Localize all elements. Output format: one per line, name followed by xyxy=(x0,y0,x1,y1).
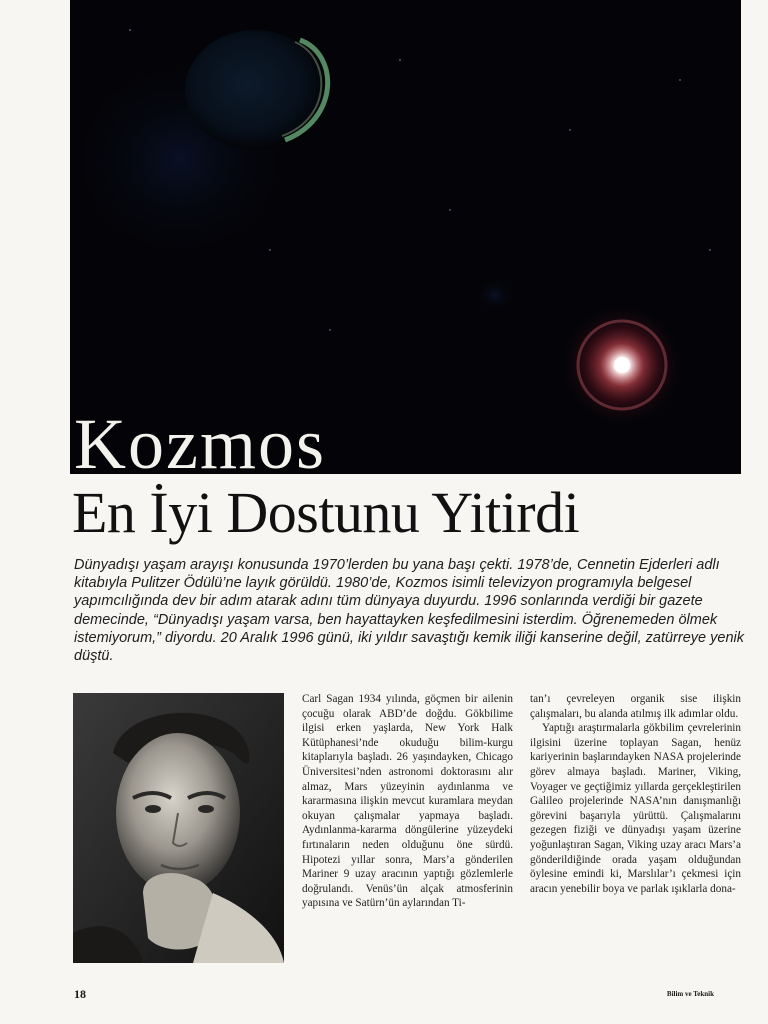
body-paragraph: Yaptığı araştırmalarla gökbilim çevrelerinin ilgisini üzerine toplayan Sagan, henüz kariyerinin başlarındayken NASA projelerinde görev almaya başladı. Mariner, Viking, Voyager ve geçtiğimiz yıllarda gerçekleştirilen Galileo projelerinde NASA’nın danışmanlığı görevini başarıyla yürüttü. Çalışmalarını gezegen fiziği ve dünyadışı yaşam üzerine yoğunlaştıran Sagan, Viking uzay aracı Mars’a gönderildiğinde orada yaşam olduğundan öylesine emindi ki, Marslılar’ı çekmesi için aracın yenebilir boya ve parlak ışıklarla dona- xyxy=(530,722,741,895)
body-column-2 xyxy=(530,692,741,896)
portrait-photo xyxy=(73,693,284,963)
kicker-title: Kozmos xyxy=(74,404,326,474)
cover-space-image xyxy=(70,0,741,474)
body-paragraph: tan’ı çevreleyen organik sise ilişkin çalışmaları, bu alanda atılmış ilk adımlar oldu. xyxy=(530,693,741,720)
magazine-name: Bilim ve Teknik xyxy=(666,990,714,998)
headline: En İyi Dostunu Yitirdi xyxy=(72,480,580,545)
portrait-illustration xyxy=(73,693,284,963)
body-column-1 xyxy=(302,692,513,911)
body-paragraph: Carl Sagan 1934 yılında, göçmen bir ailenin çocuğu olarak ABD’de doğdu. Gökbilime ilgisi erken yaşlarda, New York Halk Kütüphanesi’nde okuduğu bilim-kurgu kitaplarıyla başladı. 26 yaşındayken, Chicago Üniversitesi’nden astronomi doktorasını alır almaz, Mars yüzeyinin aydınlanma ve kararmasına ilişkin mevcut kuramlara meydan okuyan çalışmalar yapmaya başladı. Aydınlanma-kararma döngülerine yüzeydeki fırtınaların neden olduğunu öne sürdü. Hipotezi yıllar sonra, Mars’a gönderilen Mariner 9 uzay aracının yaptığı gözlemlerle doğrulandı. Venüs’ün alçak atmosferinin yapısına ve Satürn’ün aylarından Ti- xyxy=(302,693,513,910)
page-number: 18 xyxy=(74,987,86,1001)
lede-paragraph: Dünyadışı yaşam arayışı konusunda 1970’lerden bu yana başı çekti. 1978’de, Cennetin Ejderleri adlı kitabıyla Pulitzer Ödülü’ne layık görüldü. 1980’de, Kozmos isimli televizyon programıyla belgesel yapımcılığında dev bir adım atarak adını tüm dünyaya duyurdu. 1996 sonlarında verdiği bir gazete demecinde, “Dünyadışı yaşam varsa, ben hayattayken keşfedilmesini isterdim. Öğrenemeden ölmek istemiyorum,” diyordu. 20 Aralık 1996 günü, iki yıldır savaştığı kemik iliği kanserine değil, zatürreye yenik düştü. xyxy=(74,557,744,665)
space-illustration xyxy=(70,0,741,474)
